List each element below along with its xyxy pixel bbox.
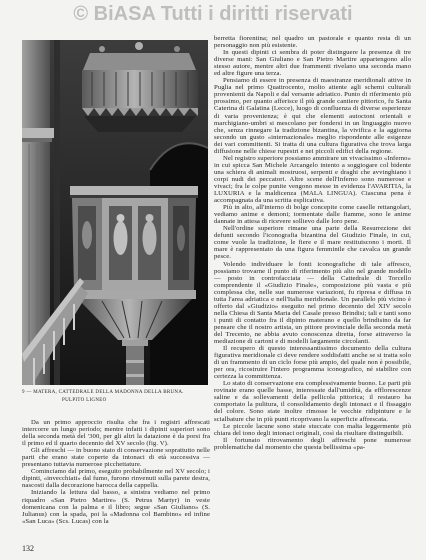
body-paragraph: Iniziando la lettura dal basso, a sinistra vediamo nel primo riquadro «San Pietro Martire» (S. Petrus Martyr) in veste domenicana con la palma e il libro; segue «San Giuliano» (S. Julianus) con la spada, poi la «Madonna col Bambino» ed infine «San Luca» (Scs. Lucas) con la <box>22 489 210 525</box>
page-number: 132 <box>22 544 34 553</box>
body-paragraph: Più in alto, all'interno di bolge concepite come caselle rettangolari, vediamo anime e demoni; tormentate dalle fiamme, sono le anime dannate in attesa di ricevere sollievo dalle loro pene. <box>214 204 411 226</box>
figure-caption-line: PULPITO LIGNEO <box>62 395 107 403</box>
body-paragraph: Nell'ordine superiore rimane una parte della Resurrezione dei defunti secondo l'iconografia bizantina del Giudizio Finale, in cui, come vuole la tradizione, le fiere e il mare restituiscono i morti. Il mare è rappresentato da una figura femminile che cavalca un grande pesce. <box>214 225 411 261</box>
pulpit-photo <box>22 40 208 385</box>
body-paragraph: Da un primo approccio risulta che fra i registri affrescati intercorre un lungo periodo; mentre infatti i dipinti superiori sono della seconda metà del '300, per gli altri la datazione è da porsi fra il primo ed il quarto decennio del XV secolo (fig. V). <box>22 419 210 448</box>
right-text-column <box>214 35 411 545</box>
body-paragraph: Le piccole lacune sono state stuccate con malta leggermente più chiara del tono degli intonaci originali, così da risultare distinguibili. <box>214 422 411 437</box>
body-paragraph: Gli affreschi — in buono stato di conservazione soprattutto nelle parti che erano state coperte da intonaci di età successiva — presentano tuttavia numerose picchettature. <box>22 447 210 469</box>
pulpit-photo-drawing <box>22 40 208 385</box>
body-paragraph: Volendo individuare le fonti iconografiche di tale affresco, possiamo trovarne il punto di riferimento più alto nel grande modello — posto in controfacciata — della Cattedrale di Torcello comprendente il «Giudizio Finale», composizione più vasta e più complessa che, nelle sue numerose variazioni, fu ripresa e diffusa in tutta l'area adriatica e nell'Italia meridionale. Un parallelo più vicino è offerto dal «Giudizio» eseguito nel primo decennio del XIV secolo nella Chiesa di Santa Maria del Casale presso Brindisi; tali e tanti sono i punti di contatto fra il dipinto materano e quello brindisino da far pensare che il nostro artista, un pittore provinciale della seconda metà del Trecento, ne abbia avuto conoscenza diretta, forse attraverso la mediazione di cartoni e di modelli largamente circolanti. <box>214 260 411 346</box>
body-paragraph: Il fortunato ritrovamento degli affreschi pone numerose problematiche dal momento che questa bellissima «pa- <box>214 436 411 451</box>
body-paragraph: Pensiamo di essere in presenza di maestranze meridionali attive in Puglia nel primo Quattrocento, molto attente agli schemi culturali provenienti da Napoli e dal versante adriatico. Punto di riferimento più prossimo, per quanto afferisce il più grande cantiere pittorico, fu Santa Caterina di Galatina (Lecce), luogo di confluenza di diverse esperienze di varia provenienza; è qui che elementi autoctoni orientali e marchigiano-umbri si mescolano per fondersi in un linguaggio nuovo che, senza rinnegare la tradizione bizantina, la vivifica e la aggiorna secondo un gusto «internazionale» meglio rispondente alle esigenze dei vari committenti. Si tratta di una cultura figurativa che trova larga diffusione nelle chiese rupestri e nei piccoli edifici della regione. <box>214 77 411 155</box>
body-paragraph: Nel registro superiore possiamo ammirare un vivacissimo «Inferno» in cui spicca San Michele Arcangelo intento a soggiogare col bidente una schiera di animali mostruosi, serpenti e draghi che avvinghiano i corpi nudi dei peccatori. Altre scene dell'Inferno sono numerose e vivaci; fra le colpe punite vengono messe in evidenza l'AVARITIA, la LUXURIA e la maldicenza (MALA LINGUA). Ciascuna pena è accompagnata da una scritta esplicativa. <box>214 154 411 205</box>
pulpit-canopy <box>82 42 198 132</box>
watermark-text: © BiASA Tutti i diritti riservati <box>73 3 353 25</box>
figure-caption-line: 9 — MATERA, CATTEDRALE DELLA MADONNA DELLA BRUNA. <box>22 387 184 395</box>
body-paragraph: Cominciamo dal primo, eseguito probabilmente nel XV secolo; i dipinti, «invecchiati» dal fumo, furono rinvenuti sulla parete destra, nascosti dalla decorazione barocca della cappella. <box>22 468 210 490</box>
figure-caption <box>22 387 208 403</box>
body-paragraph: Lo stato di conservazione era complessivamente buono. Le parti più rovinate erano quelle basse, interessate dall'umidità, da efflorescenze saline e da sollevamenti della pellicola pittorica; il restauro ha comportato la pulitura, il consolidamento degli intonaci e il fissaggio del colore. Sono state inoltre rimosse le vecchie ridipinture e le scialbature che in più punti ricoprivano la superficie affrescata. <box>214 380 411 423</box>
body-paragraph: Il recupero di questo interessantissimo documento della cultura figurativa meridionale ci deve rendere soddisfatti anche se si tratta solo di un frammento di un ciclo forse più ampio, del quale non è possibile, per ora, ricostruire l'intero programma iconografico, né stabilire con certezza la committenza. <box>214 345 411 381</box>
pulpit-body <box>70 186 198 299</box>
left-text-column <box>22 419 210 541</box>
body-paragraph: berretta fiorentina; nel quadro un pastorale e quanto resta di un personaggio non più esistente. <box>214 35 411 50</box>
body-paragraph: In questi dipinti ci sembra di poter distinguere la presenza di tre diverse mani: San Giuliano e San Pietro Martire appartengono allo stesso autore, mentre altri due frammenti rivelano una seconda mano ed altre figure una terza. <box>214 49 411 78</box>
